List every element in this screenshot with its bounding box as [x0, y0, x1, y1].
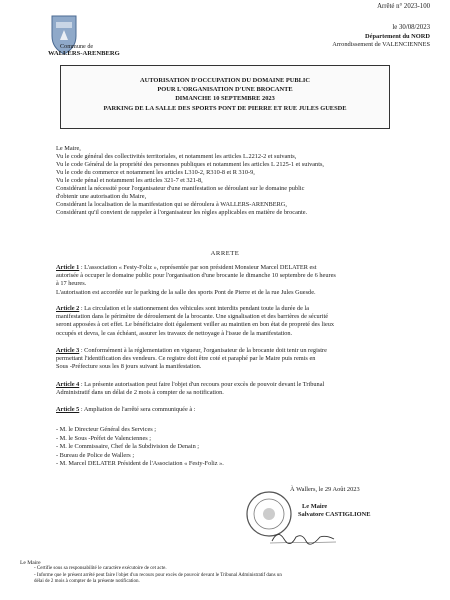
signature-place-date: À Wallers, le 29 Août 2023: [290, 486, 360, 493]
article-line: L'autorisation est accordée sur le parking de la salle des sports Pont de Pierre et de la rue Jules Guesde.: [56, 288, 316, 296]
commune-name: WALLERS-ARENBERG: [48, 50, 120, 57]
handwritten-signature-icon: [268, 525, 338, 547]
article-heading: Article 4: [56, 381, 80, 388]
list-item: - M. le Commissaire, Chef de la Subdivision de Denain ;: [56, 443, 200, 451]
title-line-4: PARKING DE LA SALLE DES SPORTS PONT DE PIERRE ET RUE JULES GUESDE: [103, 104, 347, 112]
article-heading: Article 3: [56, 347, 80, 354]
arrondissement: Arrondissement de VALENCIENNES: [332, 41, 430, 48]
article-3: [56, 347, 424, 372]
arrete-heading: ARRETE: [210, 250, 240, 257]
signature-block: [290, 486, 440, 519]
preamble-line: Vu le code pénal et notamment les articles 321-7 et 321-8,: [56, 177, 203, 184]
preamble-line: Considérant la localisation de la manifestation qui se déroulera à WALLERS-ARENBERG,: [56, 201, 287, 208]
arrete-number: Arrêté n° 2023-100: [377, 3, 430, 10]
title-box: [60, 65, 390, 129]
article-heading: Article 1: [56, 264, 80, 271]
article-line: Administratif dans un délai de 2 mois à compter de sa notification.: [56, 389, 224, 397]
article-line: autorisée à occuper le domaine public pour l'organisation d'une brocante le dimanche 10 septembre de 6 heures: [56, 272, 336, 280]
article-5: [56, 406, 424, 414]
preamble: [56, 145, 424, 217]
list-item: - M. le Sous -Préfet de Valenciennes ;: [56, 434, 152, 442]
article-line: seront apposées à cet effet. Le bénéficiaire doit également veiller au maintien en bon état de propreté des lieux: [56, 321, 335, 329]
article-line: : Conformément à la réglementation en vigueur, l'organisateur de la brocante doit tenir un registre: [79, 347, 327, 354]
article-line: occupés et devra, le cas échéant, assurer les travaux de nettoyage à l'issue de la manifestation.: [56, 329, 293, 337]
preamble-line: Le Maire,: [56, 145, 81, 152]
article-1: [56, 264, 424, 297]
article-line: : Ampliation de l'arrêté sera communiquée à :: [79, 406, 196, 413]
article-line: manifestation dans le périmètre de déroulement de la brocante. Une signalisation et des barrières de sécurité: [56, 313, 329, 321]
article-4: [56, 381, 424, 397]
article-line: Sous -Préfecture sous les 8 jours suivant la manifestation.: [56, 363, 202, 371]
article-heading: Article 2: [56, 305, 80, 312]
footer-line: délai de 2 mois à compter de la présente notification.: [34, 579, 140, 585]
recipients-list: [56, 426, 424, 469]
article-line: : La circulation et le stationnement des véhicules sont interdits pendant toute la durée de la: [79, 305, 310, 312]
article-line: : L'association « Festy-Foliz », représentée par son président Monsieur Marcel DELATER est: [79, 264, 317, 271]
preamble-line: Vu le code du commerce et notamment les articles L310-2, R310-8 et R 310-9,: [56, 169, 255, 176]
list-item: - Bureau de Police de Wallers ;: [56, 451, 135, 459]
footer-label: Le Maire: [20, 560, 41, 566]
footer-line: - Informe que le présent arrêté peut faire l'objet d'un recours pour excès de pouvoir devant le Tribunal Administratif dans un: [34, 572, 282, 578]
header-date: le 30/08/2023: [392, 24, 430, 31]
title-line-1: AUTORISATION D'OCCUPATION DU DOMAINE PUBLIC: [140, 77, 310, 84]
commune-label: Commune de: [60, 43, 94, 50]
article-line: à 17 heures.: [56, 280, 87, 288]
preamble-line: Vu le code général des collectivités territoriales, et notamment les articles L.2212-2 et suivants,: [56, 153, 297, 160]
preamble-line: Vu le code Général de la propriété des personnes publiques et notamment les articles L 2125-1 et suivants,: [56, 161, 324, 168]
article-heading: Article 5: [56, 406, 80, 413]
title-line-2: POUR L'ORGANISATION D'UNE BROCANTE: [157, 86, 293, 94]
preamble-line: Considérant la nécessité pour l'organisateur d'une manifestation se déroulant sur le domaine public: [56, 185, 305, 192]
list-item: - M. le Directeur Général des Services ;: [56, 426, 157, 433]
preamble-line: d'obtenir une autorisation du Maire,: [56, 193, 147, 200]
footer-line: - Certifie sous sa responsabilité le caractère exécutoire de cet acte.: [34, 566, 167, 572]
article-line: permettant l'identification des vendeurs. Ce registre doit être coté et paraphé par le Maire puis remis en: [56, 355, 316, 363]
footer-notes: [20, 560, 440, 586]
department: Département du NORD: [365, 33, 430, 40]
title-line-3: DIMANCHE 10 SEPTEMBRE 2023: [175, 95, 275, 103]
list-item: - M. Marcel DELATER Président de l'Association « Festy-Foliz ».: [56, 460, 224, 468]
signatory-name: Salvatore CASTIGLIONE: [298, 511, 371, 518]
preamble-line: Considérant qu'il convient de rappeler à l'organisateur les règles applicables en matière de brocante.: [56, 209, 308, 216]
article-2: [56, 305, 424, 338]
article-line: : La présente autorisation peut faire l'objet d'un recours pour excès de pouvoir devant le Tribunal: [79, 381, 325, 388]
signatory-title: Le Maire: [302, 503, 328, 510]
